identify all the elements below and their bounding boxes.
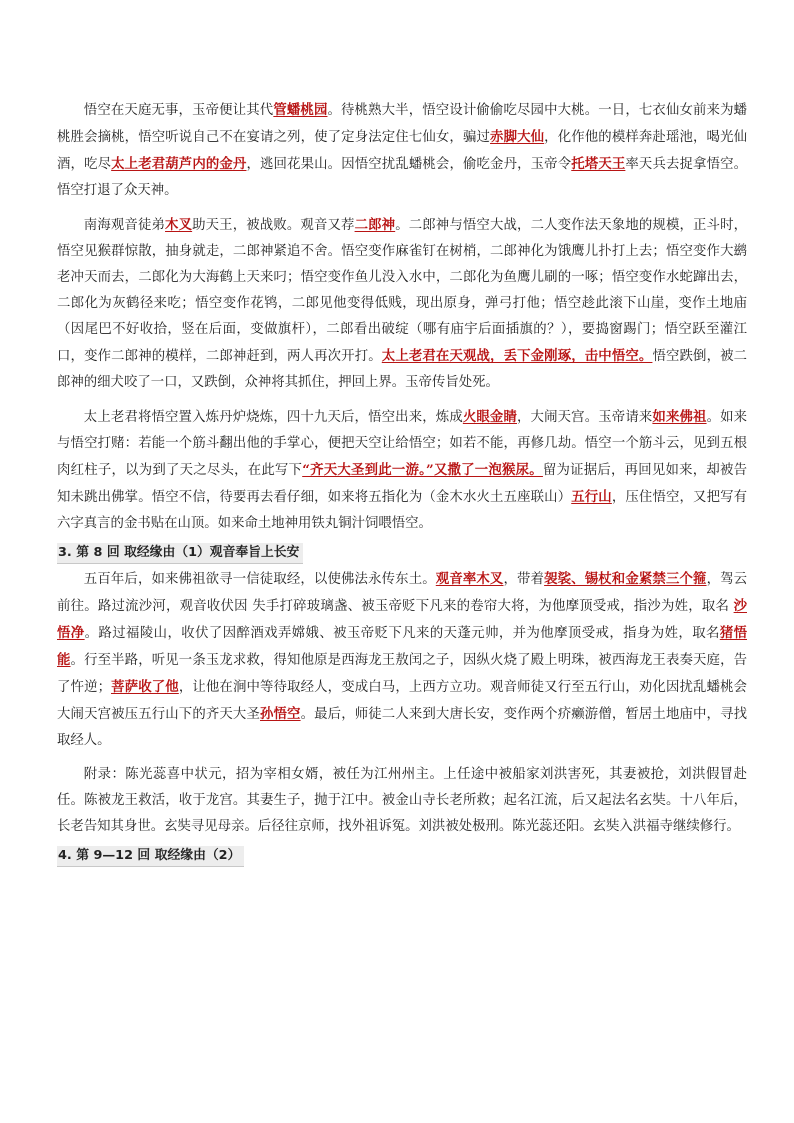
text-run: 南海观音徒弟 bbox=[83, 218, 166, 233]
section-3-paragraphs bbox=[57, 566, 747, 840]
paragraph-five-elements-mountain bbox=[57, 404, 747, 537]
text-run: 太上老君将悟空置入炼丹炉烧炼，四十九天后，悟空出来，炼成 bbox=[83, 410, 463, 425]
highlighted-term: 菩萨收了他 bbox=[111, 679, 179, 695]
text-run: ，驾云前往。路过流沙河，观音收伏因 失手打碎玻璃盏、被玉帝贬下凡来的卷帘大将，为他摩顶受戒，指沙为姓，取名 bbox=[57, 572, 748, 614]
highlighted-term: 赤脚大仙 bbox=[490, 129, 545, 145]
section-4-heading-row bbox=[57, 840, 747, 869]
highlighted-term: 孙悟空 bbox=[259, 706, 301, 722]
highlighted-term: 木叉 bbox=[165, 217, 193, 233]
text-run: 助天王，被战败。观音又荐 bbox=[192, 218, 355, 233]
text-run: 。二郎神与悟空大战，二人变作法天象地的规模，正斗时，悟空见猴群惊散，抽身就走，二郎神紧追不舍。悟空变作麻雀钉在树梢，二郎神化为饿鹰儿扑打上去；悟空变作大鹚老冲天而去，二郎化为大海鹤上天来叼；悟空变作鱼儿没入水中，二郎化为鱼鹰儿刷的一啄；悟空变作水蛇蹿出去，二郎化为灰鹤径来吃；悟空变作花鸨，二郎见他变得低贱，现出原身，弹弓打他；悟空趁此滚下山崖，变作土地庙（因尾巴不好收拾，竖在后面，变做旗杆），二郎看出破绽（哪有庙宇后面插旗的？），要捣窗踢门；悟空跃至灌江口，变作二郎神的模样，二郎神赶到，两人再次开打。 bbox=[57, 218, 748, 364]
text-run: 。行至半路，听见一条玉龙求救，得知他原是西海龙王敖闰之子，因纵火烧了殿上明珠，被西海龙王表奏天庭，告了忤逆； bbox=[57, 653, 748, 695]
text-run: ，逃回花果山。因悟空扰乱蟠桃会，偷吃金丹，玉帝令 bbox=[246, 157, 572, 172]
text-run: 。路过福陵山，收伏了因醉酒戏弄嫦娥、被玉帝贬下凡来的天蓬元帅，并为他摩顶受戒，指身为姓，取名 bbox=[84, 626, 720, 641]
paragraph-guanyin-journey bbox=[57, 566, 747, 754]
highlighted-term: 管蟠桃园 bbox=[273, 102, 328, 118]
highlighted-term: 五行山 bbox=[571, 489, 612, 505]
highlighted-term: 袈裟、锡杖和金紧禁三个箍 bbox=[544, 571, 707, 587]
highlighted-term: 观音率木叉 bbox=[435, 571, 504, 587]
text-run: ，带着 bbox=[503, 572, 545, 587]
text-run: 悟空跌倒，被二郎神的细犬咬了一口，又跌倒，众神将其抓住，押回上界。玉帝传旨处死。 bbox=[57, 349, 748, 390]
paragraph-appendix-chen-guangrui bbox=[57, 762, 747, 840]
text-run: ，大闹天宫。玉帝请来 bbox=[517, 410, 653, 425]
text-run: 五百年后，如来佛祖欲寻一信徒取经，以使佛法永传东土。 bbox=[83, 572, 436, 587]
section-4-heading: 4. 第 9—12 回 取经缘由（2） bbox=[57, 846, 244, 867]
text-run: 率天兵去捉拿悟空。悟空打退了众天神。 bbox=[57, 157, 748, 198]
document-page bbox=[57, 97, 747, 869]
story-paragraphs bbox=[57, 97, 747, 537]
text-run: ，化作他的模样奔赴瑶池，喝光仙酒，吃尽 bbox=[57, 130, 748, 172]
section-3-heading: 3. 第 8 回 取经缘由（1）观音奉旨上长安 bbox=[57, 543, 303, 564]
highlighted-term: 托塔天王 bbox=[571, 156, 626, 172]
paragraph-erlang-battle bbox=[57, 212, 747, 396]
highlighted-term: 火眼金睛 bbox=[462, 409, 518, 425]
highlighted-term: “齐天大圣到此一游。”又撒了一泡猴尿。 bbox=[302, 462, 543, 478]
highlighted-term: 如来佛祖 bbox=[652, 409, 707, 425]
text-run: 。待桃熟大半，悟空设计偷偷吃尽园中大桃。一日，七衣仙女前来为蟠桃胜会摘桃，悟空听说自己不在宴请之列，使了定身法定住七仙女，骗过 bbox=[57, 103, 748, 145]
highlighted-term: 二郎神 bbox=[354, 217, 396, 233]
highlighted-term: 沙悟净 bbox=[57, 598, 747, 641]
paragraph-heaven-peaches bbox=[57, 97, 747, 204]
text-run: 留为证据后，再回见如来，却被告知未跳出佛掌。悟空不信，待要再去看仔细，如来将五指化为（金木水火土五座联山） bbox=[57, 463, 748, 505]
section-3-heading-row bbox=[57, 537, 747, 566]
highlighted-term: 太上老君葫芦内的金丹 bbox=[111, 156, 247, 172]
text-run: 附录：陈光蕊喜中状元，招为宰相女婿，被任为江州州主。上任途中被船家刘洪害死，其妻被抢，刘洪假冒赴任。陈被龙王救活，收于龙宫。其妻生子，抛于江中。被金山寺长老所救；起名江流，后又起法名玄奘。十八年后，长老告知其身世。玄奘寻见母亲。后径往京师，找外祖诉冤。刘洪被处极刑。陈光蕊还阳。玄奘入洪福寺继续修行。 bbox=[57, 767, 747, 834]
highlighted-term: 猪悟能 bbox=[57, 625, 748, 668]
text-run: 悟空在天庭无事，玉帝便让其代 bbox=[83, 103, 274, 118]
text-run: 。如来与悟空打赌：若能一个筋斗翻出他的手掌心，便把天空让给悟空；如若不能，再修几劫。悟空一个筋斗云，见到五根肉红柱子，以为到了天之尽头，在此写下 bbox=[57, 410, 748, 478]
text-run: 。最后，师徒二人来到大唐长安，变作两个疥癞游僧，暂居土地庙中，寻找取经人。 bbox=[57, 707, 748, 748]
text-run: ，让他在涧中等待取经人，变成白马，上西方立功。观音师徒又行至五行山，劝化因扰乱蟠桃会大闹天宫被压五行山下的齐天大圣 bbox=[57, 680, 748, 722]
text-run: ，压住悟空，又把写有六字真言的金书贴在山顶。如来命土地神用铁丸铜汁饲喂悟空。 bbox=[57, 490, 748, 531]
highlighted-term: 太上老君在天观战，丢下金刚琢，击中悟空。 bbox=[381, 348, 653, 364]
